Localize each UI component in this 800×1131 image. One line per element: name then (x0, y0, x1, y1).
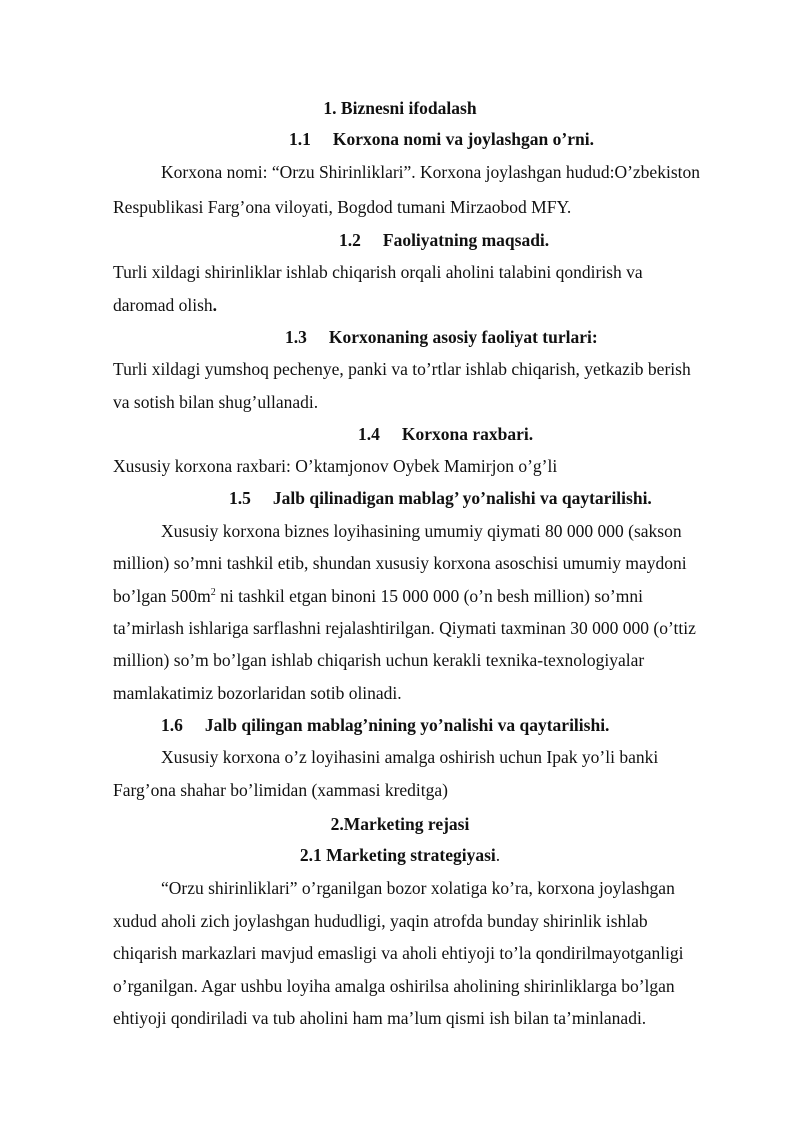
section-title: Jalb qilinadigan mablag’ yo’nalishi va qaytarilishi. (272, 488, 652, 508)
paragraph-line: Turli xildagi yumshoq pechenye, panki va to’rtlar ishlab chiqarish, yetkazib berish (113, 359, 691, 379)
paragraph-period: . (212, 295, 218, 315)
section-heading-1-1 (289, 127, 594, 151)
heading-1: 1. Biznesni ifodalash (323, 98, 477, 118)
section-title: 2.1 Marketing strategiyasi (299, 845, 496, 865)
paragraph-line: xudud aholi zich joylashgan hududligi, yaqin atrofda bunday shirinlik ishlab (113, 911, 648, 931)
section-title: Korxona nomi va joylashgan o’rni. (332, 129, 594, 149)
paragraph-line: o’rganilgan. Agar ushbu loyiha amalga oshirilsa aholining shirinliklarga bo’lgan (113, 976, 675, 996)
paragraph-line: Xususiy korxona biznes loyihasining umumiy qiymati 80 000 000 (sakson (161, 521, 682, 541)
paragraph-line: Farg’ona shahar bo’limidan (xammasi kreditga) (113, 780, 448, 800)
paragraph-line: ehtiyoji qondiriladi va tub aholini ham ma’lum qismi ish bilan ta’minlanadi. (113, 1008, 647, 1028)
heading-2: 2.Marketing rejasi (330, 814, 470, 834)
superscript: 2 (210, 587, 216, 599)
section-number: 1.6 (161, 715, 183, 735)
paragraph-line: Korxona nomi: “Orzu Shirinliklari”. Korxona joylashgan hudud:O’zbekiston (161, 162, 700, 182)
paragraph-line (113, 584, 643, 608)
section-title: Faoliyatning maqsadi. (382, 230, 550, 250)
paragraph-line: Xususiy korxona o’z loyihasini amalga oshirish uchun Ipak yo’li banki (161, 747, 659, 767)
paragraph-line: va sotish bilan shug’ullanadi. (113, 392, 319, 412)
section-number: 1.5 (229, 488, 251, 508)
section-heading-1-4 (358, 422, 533, 446)
section-period: . (495, 845, 501, 865)
paragraph-text: daromad olish (113, 295, 213, 315)
paragraph-line: million) so’m bo’lgan ishlab chiqarish uchun kerakli texnika-texnologiyalar (113, 650, 645, 670)
paragraph-line: million) so’mni tashkil etib, shundan xususiy korxona asoschisi umumiy maydoni (113, 553, 687, 573)
paragraph-line: Respublikasi Farg’ona viloyati, Bogdod tumani Mirzaobod MFY. (113, 197, 572, 217)
paragraph-line (113, 293, 217, 317)
paragraph-line: chiqarish markazlari mavjud emasligi va aholi ehtiyoji to’la qondirilmayotganligi (113, 943, 684, 963)
section-title: Jalb qilingan mablag’nining yo’nalishi va qaytarilishi. (204, 715, 610, 735)
section-heading-1-2 (339, 228, 549, 252)
section-heading-2-1 (0, 843, 800, 867)
section-heading-1-6 (161, 713, 609, 737)
section-title: Korxonaning asosiy faoliyat turlari: (328, 327, 598, 347)
paragraph-line: ta’mirlash ishlariga sarflashni rejalashtirilgan. Qiymati taxminan 30 000 000 (o’ttiz (113, 618, 696, 638)
paragraph-text: ni tashkil etgan binoni 15 000 000 (o’n besh million) so’mni (215, 586, 643, 606)
paragraph-line: mamlakatimiz bozorlaridan sotib olinadi. (113, 683, 402, 703)
paragraph-line: “Orzu shirinliklari” o’rganilgan bozor xolatiga ko’ra, korxona joylashgan (161, 878, 675, 898)
section-number: 1.3 (285, 327, 307, 347)
paragraph-line: Xususiy korxona raxbari: O’ktamjonov Oybek Mamirjon o’g’li (113, 456, 558, 476)
paragraph-text: bo’lgan 500m (113, 586, 211, 606)
section-heading-1-3 (285, 325, 598, 349)
section-number: 1.1 (289, 129, 311, 149)
section-number: 1.4 (358, 424, 380, 444)
section-heading-1-5 (229, 486, 652, 510)
section-number: 1.2 (339, 230, 361, 250)
paragraph-line: Turli xildagi shirinliklar ishlab chiqarish orqali aholini talabini qondirish va (113, 262, 643, 282)
section-title: Korxona raxbari. (401, 424, 534, 444)
